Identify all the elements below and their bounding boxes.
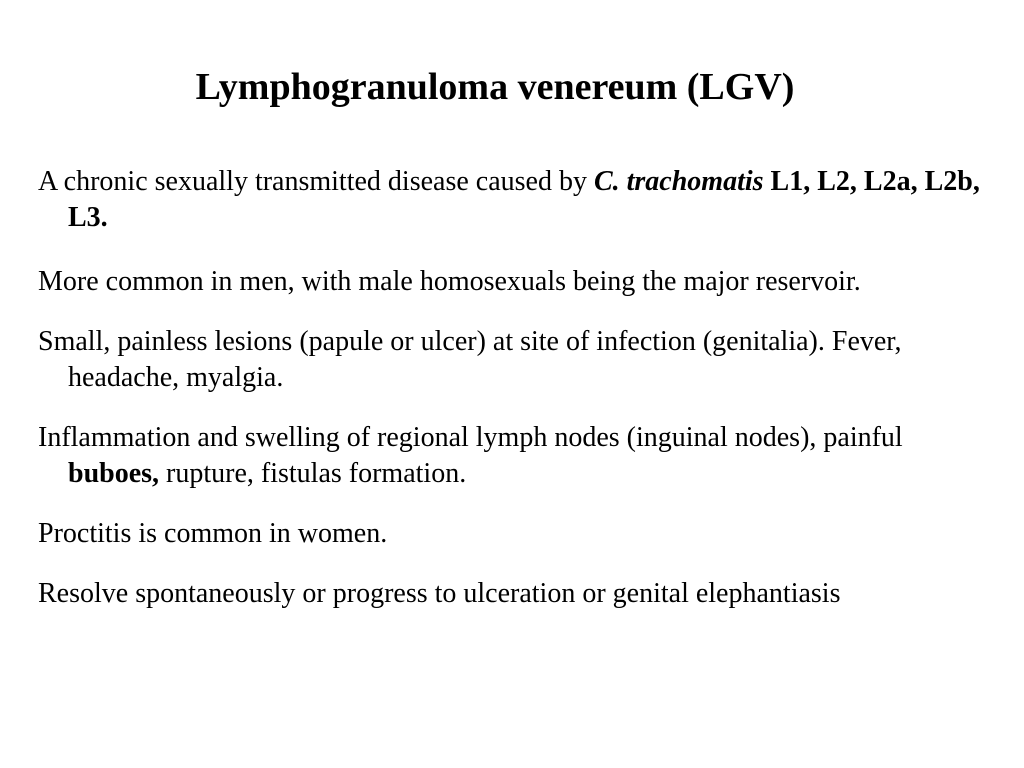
slide-body xyxy=(38,164,998,612)
paragraph-outcome: Resolve spontaneously or progress to ulceration or genital elephantiasis xyxy=(38,578,841,609)
paragraph-epidemiology: More common in men, with male homosexuals being the major reservoir. xyxy=(38,266,861,297)
paragraph-primary-lesions: Small, painless lesions (papule or ulcer) at site of infection (genitalia). Fever, headache, myalgia. xyxy=(38,326,902,393)
organism-name: C. trachomatis xyxy=(593,166,764,197)
paragraph-definition xyxy=(38,164,998,236)
slide-title: Lymphogranuloma venereum (LGV) xyxy=(195,66,795,108)
paragraph-lymph-nodes xyxy=(38,420,998,492)
buboes-term: buboes, xyxy=(68,458,160,489)
paragraph-proctitis: Proctitis is common in women. xyxy=(38,518,388,549)
definition-text: A chronic sexually transmitted disease caused by xyxy=(38,166,594,197)
serovar-list: L1, L2, L2a, L2b, L3. xyxy=(68,166,980,233)
lymph-nodes-text-end: rupture, fistulas formation. xyxy=(159,458,467,489)
lymph-nodes-text: Inflammation and swelling of regional lymph nodes (inguinal nodes), painful xyxy=(38,422,903,453)
